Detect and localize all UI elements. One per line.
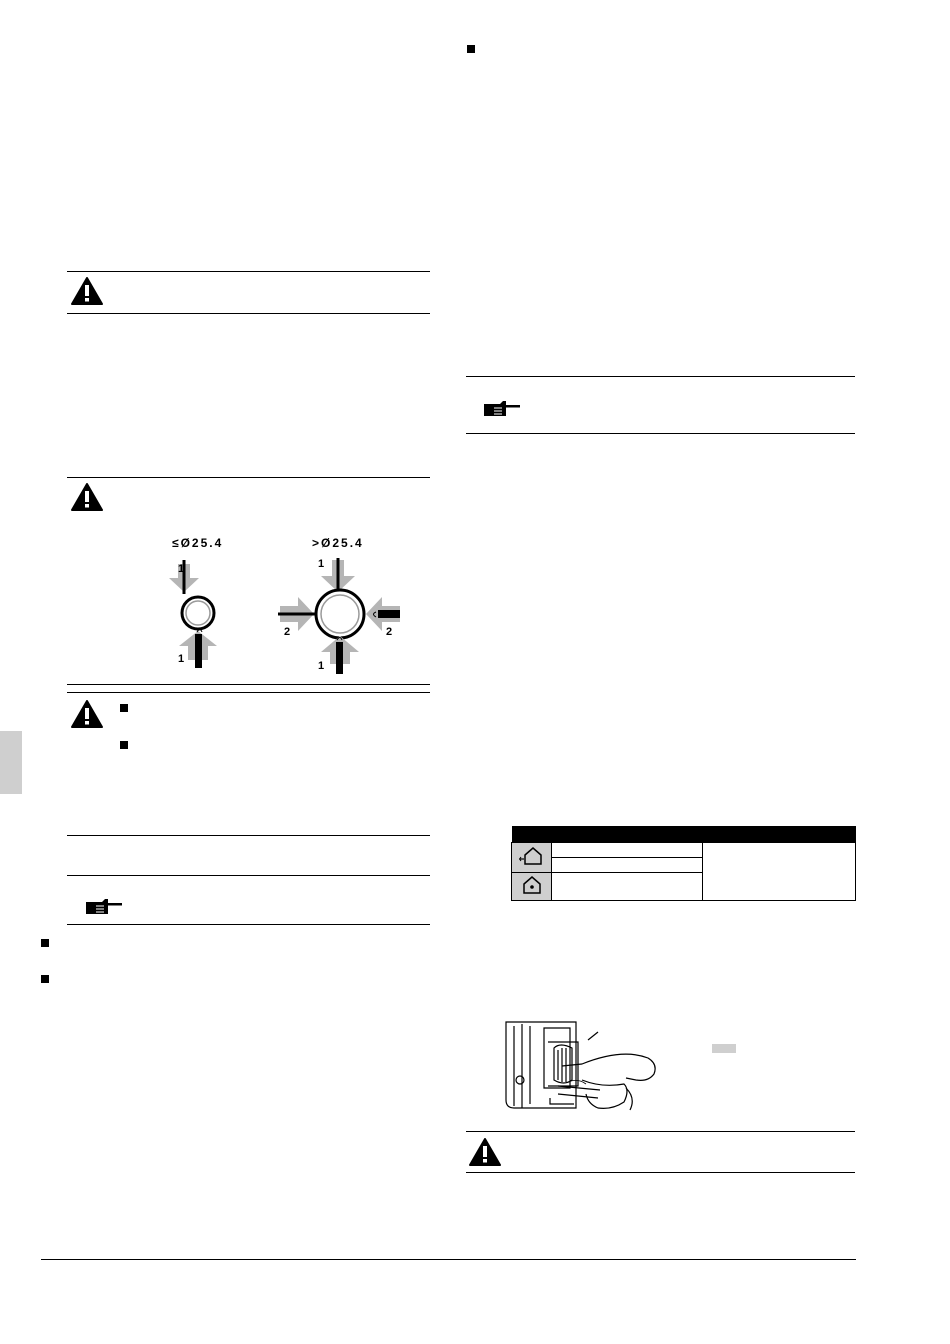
table-cell [552, 843, 703, 858]
info-box-top-rule [67, 835, 430, 836]
table-row [512, 843, 856, 858]
table-header-cell [703, 826, 856, 843]
warning-triangle-icon [468, 1137, 502, 1167]
footer-rule [41, 1259, 856, 1260]
table-header-cell [512, 826, 703, 843]
info-box-bottom-rule [67, 875, 430, 876]
pipe-insertion-illustration [500, 1018, 660, 1120]
square-bullet-icon [41, 975, 49, 983]
warning-triangle-icon [70, 482, 104, 512]
table-cell [552, 858, 703, 873]
step-number: 1 [178, 653, 185, 665]
table-cell [703, 843, 856, 901]
square-bullet-icon [120, 741, 128, 749]
house-indoor-icon [519, 874, 545, 896]
warning1-top-rule [67, 271, 430, 272]
right-warning-top-rule [466, 1131, 855, 1132]
right-note-top-rule [466, 376, 855, 377]
table-cell [552, 873, 703, 901]
bullet-right-top [467, 45, 475, 53]
pointing-hand-icon [86, 898, 122, 916]
warning-triangle-icon [70, 276, 104, 306]
large-pipe-figure [278, 558, 400, 674]
warning2-top-rule [67, 477, 430, 478]
warning1-bottom-rule [67, 313, 430, 314]
warning3-top-rule [67, 692, 430, 693]
step-number: 2 [284, 626, 291, 638]
note-bottom-rule [67, 924, 430, 925]
step-number: 2 [386, 626, 393, 638]
diagram-large-pipe-label: >Ø25.4 [312, 536, 364, 550]
small-pipe-figure [169, 560, 217, 668]
square-bullet-icon [120, 704, 128, 712]
pipe-brazing-diagram [150, 552, 410, 678]
right-note-bottom-rule [466, 433, 855, 434]
house-outdoor-icon [519, 845, 545, 867]
illustration-label-highlight [712, 1044, 736, 1053]
table-header-row [512, 826, 856, 843]
table-icon-cell [512, 843, 552, 873]
step-number: 1 [318, 660, 325, 672]
pointing-hand-icon [484, 400, 520, 418]
right-warning-bottom-rule [466, 1172, 855, 1173]
connection-table [511, 826, 856, 901]
step-number: 1 [178, 563, 185, 575]
square-bullet-icon [41, 939, 49, 947]
warning-triangle-icon [70, 699, 104, 729]
table-icon-cell [512, 873, 552, 901]
section-side-tab [0, 731, 22, 794]
step-number: 1 [318, 558, 325, 570]
warning2-bottom-rule [67, 684, 430, 685]
diagram-small-pipe-label: ≤Ø25.4 [172, 536, 224, 550]
